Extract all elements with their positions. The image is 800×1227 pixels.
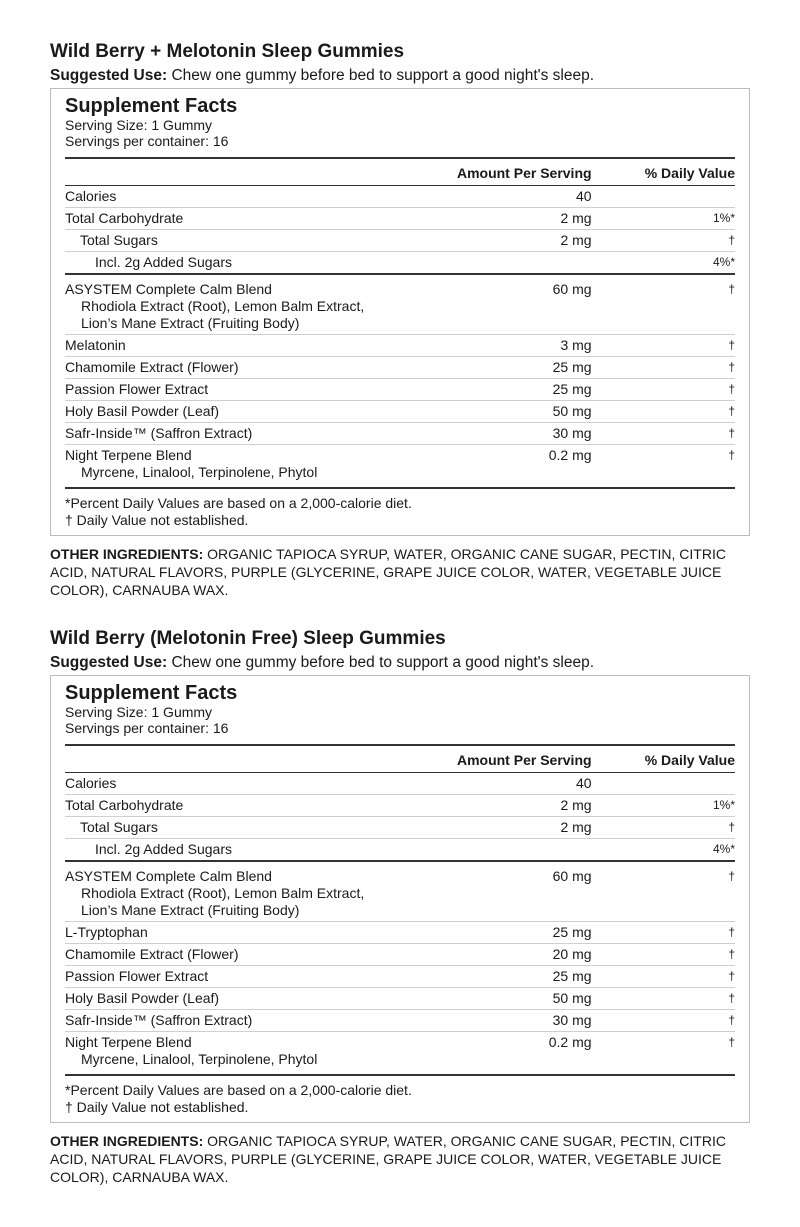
nutrient-name: Total Carbohydrate — [65, 208, 410, 230]
nutrient-amount: 25 mg — [410, 379, 592, 401]
table-row — [65, 922, 735, 944]
table-row — [65, 795, 735, 817]
other-ingredients-text: ORGANIC TAPIOCA SYRUP, WATER, ORGANIC CANE SUGAR, PECTIN, CITRIC ACID, NATURAL FLAVORS, PURPLE (GLYCERINE, GRAPE JUICE COLOR, WATER, VEGETABLE JUICE COLOR), CARNAUBA WAX. — [50, 546, 726, 598]
nutrient-amount: 0.2 mg — [410, 1032, 592, 1076]
nutrient-name — [65, 1032, 410, 1076]
nutrient-amount: 2 mg — [410, 230, 592, 252]
nutrient-dv: † — [592, 401, 735, 423]
nutrient-dv: † — [592, 445, 735, 489]
nutrient-amount: 25 mg — [410, 922, 592, 944]
nutrient-dv: † — [592, 230, 735, 252]
header-amount: Amount Per Serving — [410, 158, 592, 186]
nutrient-name: Safr-Inside™ (Saffron Extract) — [65, 423, 410, 445]
blend-name: ASYSTEM Complete Calm Blend — [65, 281, 272, 297]
nutrient-name: Chamomile Extract (Flower) — [65, 944, 410, 966]
servings-per-container: Servings per container: 16 — [65, 720, 229, 736]
nutrition-table — [65, 744, 735, 1076]
nutrient-dv — [592, 186, 735, 208]
header-blank — [65, 745, 410, 773]
nutrient-dv: 1%* — [592, 208, 735, 230]
suggested-use — [50, 66, 752, 88]
footnotes — [65, 1082, 733, 1116]
nutrient-amount: 40 — [410, 773, 592, 795]
nutrient-dv — [592, 773, 735, 795]
nutrient-name: Passion Flower Extract — [65, 966, 410, 988]
supplement-facts-panel — [50, 675, 750, 1123]
nutrient-dv: † — [592, 817, 735, 839]
nutrient-dv: † — [592, 423, 735, 445]
product-title — [50, 40, 752, 66]
nutrient-dv: † — [592, 988, 735, 1010]
nutrient-amount: 60 mg — [410, 861, 592, 922]
product-title — [50, 627, 752, 653]
table-row — [65, 817, 735, 839]
table-header-row — [65, 158, 735, 186]
serving-size: Serving Size: 1 Gummy — [65, 117, 213, 133]
product-title-bold: Wild Berry — [50, 628, 145, 649]
table-row — [65, 423, 735, 445]
other-ingredients-text: ORGANIC TAPIOCA SYRUP, WATER, ORGANIC CANE SUGAR, PECTIN, CITRIC ACID, NATURAL FLAVORS, PURPLE (GLYCERINE, GRAPE JUICE COLOR, WATER, VEGETABLE JUICE COLOR), CARNAUBA WAX. — [50, 1133, 726, 1185]
table-row — [65, 1032, 735, 1076]
nutrient-amount: 50 mg — [410, 988, 592, 1010]
header-blank — [65, 158, 410, 186]
nutrient-amount — [410, 839, 592, 862]
nutrient-name: L-Tryptophan — [65, 922, 410, 944]
table-row — [65, 1010, 735, 1032]
nutrient-dv: 4%* — [592, 252, 735, 275]
supplement-facts-title: Supplement Facts — [65, 682, 238, 704]
blend-ingredients: Myrcene, Linalool, Terpinolene, Phytol — [81, 1051, 318, 1067]
blend-name: Night Terpene Blend — [65, 447, 192, 463]
suggested-use-text: Chew one gummy before bed to support a good night's sleep. — [167, 654, 595, 671]
suggested-use-label: Suggested Use: — [50, 67, 168, 84]
nutrient-name: Calories — [65, 186, 410, 208]
table-row — [65, 208, 735, 230]
table-row — [65, 445, 735, 489]
other-ingredients — [50, 545, 750, 599]
nutrient-amount: 30 mg — [410, 1010, 592, 1032]
nutrient-name: Total Carbohydrate — [65, 795, 410, 817]
nutrient-name: Safr-Inside™ (Saffron Extract) — [65, 1010, 410, 1032]
blend-ingredients-line2: Lion’s Mane Extract (Fruiting Body) — [81, 315, 300, 331]
table-row — [65, 839, 735, 862]
product-title-bold: Wild Berry + Melotonin — [50, 41, 257, 62]
suggested-use-text: Chew one gummy before bed to support a good night's sleep. — [167, 67, 595, 84]
suggested-use-label: Suggested Use: — [50, 654, 168, 671]
nutrient-amount: 30 mg — [410, 423, 592, 445]
nutrient-amount: 0.2 mg — [410, 445, 592, 489]
nutrition-table — [65, 157, 735, 489]
supplement-facts-title: Supplement Facts — [65, 95, 238, 117]
blend-name: Night Terpene Blend — [65, 1034, 192, 1050]
table-row — [65, 274, 735, 335]
header-amount: Amount Per Serving — [410, 745, 592, 773]
nutrient-name: Holy Basil Powder (Leaf) — [65, 988, 410, 1010]
nutrient-name: Passion Flower Extract — [65, 379, 410, 401]
supplement-facts-panel — [50, 88, 750, 536]
nutrient-amount: 2 mg — [410, 208, 592, 230]
nutrient-amount: 3 mg — [410, 335, 592, 357]
blend-name: ASYSTEM Complete Calm Blend — [65, 868, 272, 884]
nutrient-amount: 2 mg — [410, 795, 592, 817]
nutrient-name: Incl. 2g Added Sugars — [65, 252, 410, 275]
footnotes — [65, 495, 733, 529]
nutrient-name — [65, 445, 410, 489]
product-section-melatonin — [50, 40, 752, 599]
table-row — [65, 186, 735, 208]
table-header-row — [65, 745, 735, 773]
nutrient-dv: 4%* — [592, 839, 735, 862]
other-ingredients-label: OTHER INGREDIENTS: — [50, 1133, 204, 1149]
nutrient-name: Holy Basil Powder (Leaf) — [65, 401, 410, 423]
blend-ingredients: Rhodiola Extract (Root), Lemon Balm Extract, — [81, 885, 365, 901]
nutrient-name: Incl. 2g Added Sugars — [65, 839, 410, 862]
nutrient-amount: 25 mg — [410, 357, 592, 379]
table-row — [65, 773, 735, 795]
nutrient-amount: 25 mg — [410, 966, 592, 988]
nutrient-name: Melatonin — [65, 335, 410, 357]
nutrient-name: Total Sugars — [65, 817, 410, 839]
product-title-rest: Sleep Gummies — [256, 41, 405, 62]
nutrient-amount: 2 mg — [410, 817, 592, 839]
nutrient-name — [65, 861, 410, 922]
footnote-percent-dv: *Percent Daily Values are based on a 2,000-calorie diet. — [65, 495, 412, 511]
table-row — [65, 966, 735, 988]
footnote-dagger: † Daily Value not established. — [65, 512, 249, 528]
other-ingredients-label: OTHER INGREDIENTS: — [50, 546, 204, 562]
header-daily-value: % Daily Value — [592, 745, 735, 773]
footnote-percent-dv: *Percent Daily Values are based on a 2,000-calorie diet. — [65, 1082, 412, 1098]
header-daily-value: % Daily Value — [592, 158, 735, 186]
nutrient-dv: † — [592, 966, 735, 988]
nutrient-dv: † — [592, 1010, 735, 1032]
serving-size: Serving Size: 1 Gummy — [65, 704, 213, 720]
table-row — [65, 401, 735, 423]
nutrient-amount: 20 mg — [410, 944, 592, 966]
table-row — [65, 230, 735, 252]
nutrient-name: Total Sugars — [65, 230, 410, 252]
nutrient-amount: 50 mg — [410, 401, 592, 423]
nutrient-dv: † — [592, 357, 735, 379]
servings-per-container: Servings per container: 16 — [65, 133, 229, 149]
table-row — [65, 861, 735, 922]
nutrient-amount: 40 — [410, 186, 592, 208]
nutrient-dv: † — [592, 274, 735, 335]
nutrient-name — [65, 274, 410, 335]
nutrient-dv: † — [592, 944, 735, 966]
table-row — [65, 379, 735, 401]
table-row — [65, 357, 735, 379]
nutrient-amount: 60 mg — [410, 274, 592, 335]
nutrient-dv: 1%* — [592, 795, 735, 817]
nutrient-name: Calories — [65, 773, 410, 795]
nutrient-amount — [410, 252, 592, 275]
nutrient-dv: † — [592, 335, 735, 357]
blend-ingredients: Rhodiola Extract (Root), Lemon Balm Extract, — [81, 298, 365, 314]
blend-ingredients-line2: Lion’s Mane Extract (Fruiting Body) — [81, 902, 300, 918]
table-row — [65, 252, 735, 275]
product-title-rest: (Melotonin Free) Sleep Gummies — [144, 628, 446, 649]
footnote-dagger: † Daily Value not established. — [65, 1099, 249, 1115]
nutrient-dv: † — [592, 861, 735, 922]
nutrient-dv: † — [592, 379, 735, 401]
product-section-melatonin-free — [50, 627, 752, 1186]
table-row — [65, 335, 735, 357]
other-ingredients — [50, 1132, 750, 1186]
nutrient-dv: † — [592, 1032, 735, 1076]
nutrient-name: Chamomile Extract (Flower) — [65, 357, 410, 379]
nutrient-dv: † — [592, 922, 735, 944]
table-row — [65, 944, 735, 966]
table-row — [65, 988, 735, 1010]
suggested-use — [50, 653, 752, 675]
blend-ingredients: Myrcene, Linalool, Terpinolene, Phytol — [81, 464, 318, 480]
